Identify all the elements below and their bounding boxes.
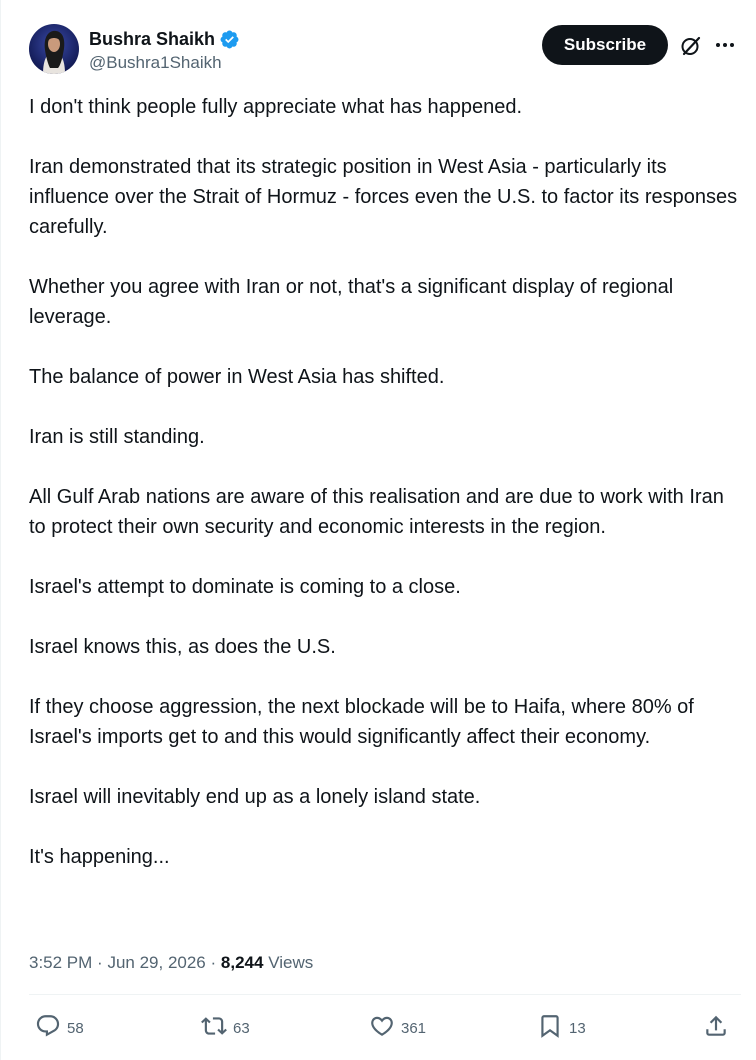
tweet-meta [29, 953, 313, 973]
share-icon [703, 1013, 729, 1043]
repost-icon [201, 1013, 227, 1043]
reply-count: 58 [67, 1019, 84, 1037]
author-block [89, 27, 240, 73]
tweet-header [29, 24, 741, 78]
bookmark-button[interactable] [537, 1013, 586, 1043]
like-count: 361 [401, 1019, 427, 1037]
repost-count: 63 [233, 1019, 250, 1037]
tweet-time[interactable]: 3:52 PM [29, 953, 93, 972]
verified-badge-icon[interactable] [219, 29, 240, 50]
like-button[interactable] [369, 1013, 426, 1043]
repost-button[interactable] [201, 1013, 250, 1043]
meta-separator: · [97, 953, 103, 972]
tweet-paragraph: Iran demonstrated that its strategic position in West Asia - particularly its influence over the Strait of Hormuz - forces even the U.S. to factor its responses carefully. [29, 156, 738, 238]
meta-separator: · [210, 953, 217, 972]
heart-icon [369, 1013, 395, 1043]
bookmark-count: 13 [569, 1019, 586, 1037]
tweet-paragraph: The balance of power in West Asia has shifted. [29, 366, 445, 388]
tweet-date[interactable]: Jun 29, 2026 [107, 953, 206, 972]
views-count[interactable]: 8,244 [220, 953, 264, 972]
tweet-paragraph: Whether you agree with Iran or not, that's a significant display of regional leverage. [29, 276, 674, 328]
tweet-paragraph: Israel's attempt to dominate is coming to a close. [29, 576, 461, 598]
tweet-paragraph: It's happening... [29, 846, 170, 868]
tweet-paragraph: All Gulf Arab nations are aware of this realisation and are due to work with Iran to protect their own security and economic interests in the region. [29, 486, 724, 538]
name-row [89, 27, 240, 51]
grok-icon[interactable] [679, 34, 703, 58]
display-name[interactable]: Bushra Shaikh [89, 28, 216, 49]
tweet-paragraph: Israel will inevitably end up as a lonely island state. [29, 786, 481, 808]
divider [29, 994, 741, 995]
bookmark-icon [537, 1013, 563, 1043]
tweet-paragraph: Israel knows this, as does the U.S. [29, 636, 336, 658]
author-handle[interactable]: @Bushra1Shaikh [89, 53, 222, 72]
subscribe-button[interactable]: Subscribe [542, 25, 668, 65]
views-label: Views [268, 953, 314, 972]
tweet-text [29, 92, 741, 872]
more-icon[interactable] [713, 33, 737, 57]
action-bar [35, 1013, 735, 1043]
tweet-paragraph: Iran is still standing. [29, 426, 205, 448]
reply-icon [35, 1013, 61, 1043]
tweet-paragraph: I don't think people fully appreciate what has happened. [29, 96, 523, 118]
reply-button[interactable] [35, 1013, 84, 1043]
share-button[interactable] [703, 1013, 729, 1043]
avatar[interactable] [29, 24, 79, 74]
tweet-paragraph: If they choose aggression, the next blockade will be to Haifa, where 80% of Israel's imports get to and this would significantly affect their economy. [29, 696, 694, 748]
